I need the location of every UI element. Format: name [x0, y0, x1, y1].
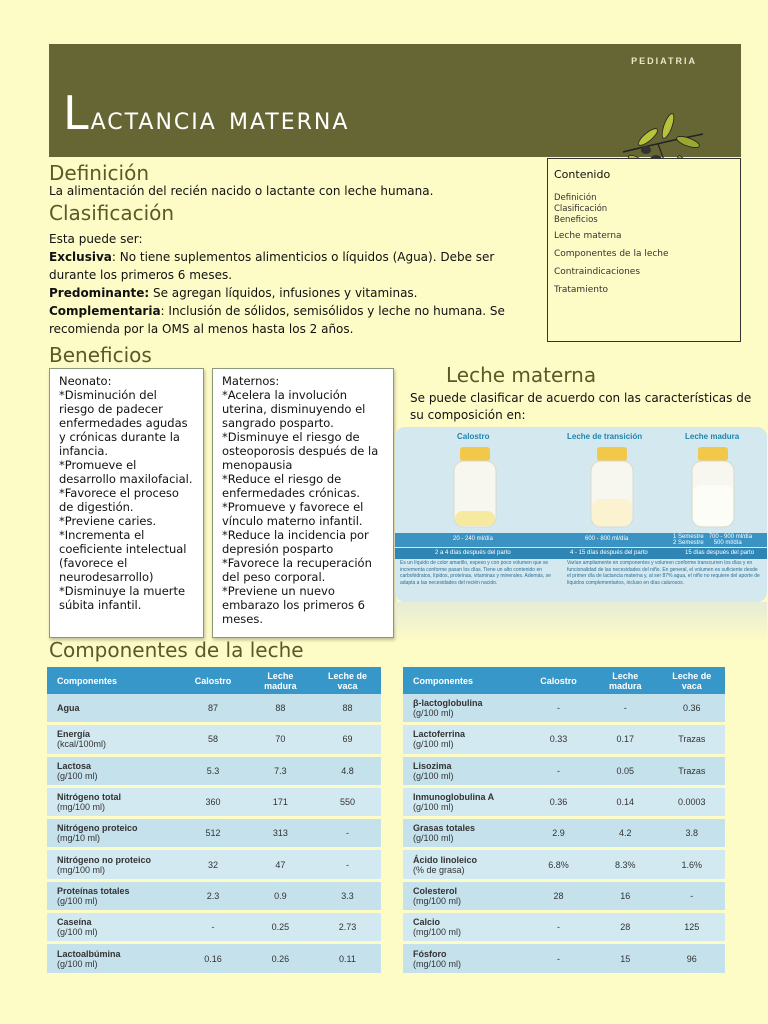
components-table-left [47, 667, 381, 976]
component-value: 6.8% [525, 849, 592, 880]
table-row [403, 694, 725, 724]
component-value: 0.36 [525, 786, 592, 817]
component-value: - [525, 755, 592, 786]
table-row [47, 849, 381, 880]
component-value: 0.05 [592, 755, 659, 786]
component-value: 0.36 [659, 694, 725, 724]
component-name: Fósforo (mg/100 ml) [403, 943, 525, 974]
component-value: 47 [247, 849, 314, 880]
component-value: 32 [179, 849, 246, 880]
component-value: - [179, 912, 246, 943]
table-row [47, 880, 381, 911]
contents-title: Contenido [554, 168, 611, 181]
transicion-desc: Varían ampliamente en componentes y volumen conforme transcurren los días y en funcionalidad de las necesidades del niño. En general, el volumen es suficiente desde el primer día de lactancia materna y, al ser 87% agua, el niño no requiere del aporte de líquidos complementarios, incluso en días calurosos. [567, 560, 760, 586]
time-band: 2 a 4 días después del parto 4 - 15 días después del parto 15 días después del parto [395, 548, 767, 559]
component-value: 2.73 [314, 912, 381, 943]
col-header: Calostro [179, 667, 246, 694]
component-value: Trazas [659, 724, 725, 755]
col-header: Componentes [403, 667, 525, 694]
component-value: 360 [179, 786, 246, 817]
leche-heading: Leche materna [446, 363, 597, 387]
component-value: 3.3 [314, 880, 381, 911]
toc-item[interactable]: Contraindicaciones [554, 267, 641, 277]
component-value: 5.3 [179, 755, 246, 786]
component-value: - [314, 818, 381, 849]
component-value: 15 [592, 943, 659, 974]
component-value: 16 [592, 880, 659, 911]
component-value: 125 [659, 912, 725, 943]
table-row [47, 912, 381, 943]
table-row [47, 818, 381, 849]
col-header: Leche de vaca [659, 667, 725, 694]
component-value: Trazas [659, 755, 725, 786]
table-row [47, 724, 381, 755]
component-name: Colesterol (mg/100 ml) [403, 880, 525, 911]
component-name: Caseína (g/100 ml) [47, 912, 179, 943]
component-value: 171 [247, 786, 314, 817]
components-table-right [403, 667, 725, 976]
component-name: Ácido linoleico (% de grasa) [403, 849, 525, 880]
table-row [47, 786, 381, 817]
component-name: Lisozima (g/100 ml) [403, 755, 525, 786]
component-value: 512 [179, 818, 246, 849]
component-value: 3.8 [659, 818, 725, 849]
neonato-box [49, 368, 204, 638]
component-value: 7.3 [247, 755, 314, 786]
component-value: 0.9 [247, 880, 314, 911]
maternos-box [212, 368, 394, 638]
component-value: 96 [659, 943, 725, 974]
component-value: 0.26 [247, 943, 314, 974]
toc-item[interactable]: Clasificación [554, 204, 608, 214]
component-value: 58 [179, 724, 246, 755]
component-value: 28 [592, 912, 659, 943]
table-row [403, 755, 725, 786]
component-value: - [592, 694, 659, 724]
maternos-text: Maternos: *Acelera la involución uterina, disminuyendo el sangrado posparto. *Disminuye el riesgo de osteoporosis después de la menopausia *Reduce el riesgo de enfermedades crónicas. *Promueve y favorece el vínculo materno infantil. *Reduce la incidencia por depresión posparto *Favorece la recuperación del peso corporal. *Previene un nuevo embarazo los primeros 6 meses. [222, 374, 379, 626]
table-row [403, 786, 725, 817]
component-value: 0.33 [525, 724, 592, 755]
type-name: Leche de transición [567, 432, 643, 441]
clasificacion-text: Esta puede ser: Exclusiva: No tiene suplementos alimenticios o líquidos (Agua). Debe ser durante los primeros 6 meses. Predominante: Se agregan líquidos, infusiones y vitaminas. Complementaria: Inclusión de sólidos, semisólidos y leche no humana. Se recomienda por la OMS al menos hasta los 2 años. [49, 232, 505, 336]
definicion-heading: Definición [49, 161, 149, 185]
component-value: 2.3 [179, 880, 246, 911]
page-title: Lactancia materna [63, 86, 350, 140]
component-value: - [659, 880, 725, 911]
contents-list [554, 193, 669, 298]
component-name: Lactoalbúmina (g/100 ml) [47, 943, 179, 974]
toc-item[interactable]: Tratamiento [554, 285, 608, 295]
component-value: - [525, 943, 592, 974]
table-row [403, 880, 725, 911]
component-value: 0.16 [179, 943, 246, 974]
col-header: Leche madura [592, 667, 659, 694]
component-value: 0.25 [247, 912, 314, 943]
component-value: 0.14 [592, 786, 659, 817]
contents-box [547, 158, 741, 342]
component-name: Nitrógeno total (mg/100 ml) [47, 786, 179, 817]
component-value: 0.0003 [659, 786, 725, 817]
type-name: Calostro [457, 432, 490, 441]
component-name: Inmunoglobulina A (g/100 ml) [403, 786, 525, 817]
type-name: Leche madura [685, 432, 740, 441]
component-value: 1.6% [659, 849, 725, 880]
component-value: 4.8 [314, 755, 381, 786]
table-row [47, 755, 381, 786]
component-value: 88 [314, 694, 381, 724]
calostro-desc: Es un líquido de color amarillo, espeso y con poco volumen que se incrementa conforme pasan los días. Tiene un alto contenido en carbohidratos, lípidos, proteínas, vitaminas y minerales. Además, se adapta a las necesidades del recién nacido. [400, 560, 551, 586]
component-value: 8.3% [592, 849, 659, 880]
toc-item[interactable]: Definición [554, 193, 597, 203]
component-name: Energía (kcal/100ml) [47, 724, 179, 755]
component-value: 2.9 [525, 818, 592, 849]
toc-item[interactable]: Beneficios [554, 215, 598, 225]
definicion-text: La alimentación del recién nacido o lactante con leche humana. [49, 184, 434, 198]
component-value: 550 [314, 786, 381, 817]
component-value: 87 [179, 694, 246, 724]
leche-intro: Se puede clasificar de acuerdo con las características de su composición en: [410, 391, 752, 422]
table-row [47, 943, 381, 974]
col-header: Leche madura [247, 667, 314, 694]
component-name: Proteínas totales (g/100 ml) [47, 880, 179, 911]
col-header: Componentes [47, 667, 179, 694]
toc-item[interactable]: Leche materna [554, 231, 622, 241]
component-name: Grasas totales (g/100 ml) [403, 818, 525, 849]
component-value: 70 [247, 724, 314, 755]
clasificacion-heading: Clasificación [49, 201, 175, 225]
table-row [403, 724, 725, 755]
component-value: 0.11 [314, 943, 381, 974]
table-row [403, 912, 725, 943]
component-value: 313 [247, 818, 314, 849]
component-value: - [525, 912, 592, 943]
beneficios-heading: Beneficios [49, 343, 152, 367]
component-name: Agua [47, 694, 179, 724]
neonato-text: Neonato: *Disminución del riesgo de padecer enfermedades agudas y crónicas durante la infancia. *Promueve el desarrollo maxilofacial. *Favorece el proceso de digestión. *Previene caries. *Incrementa el coeficiente intelectual (favorece el neurodesarrollo) *Disminuye la muerte súbita infantil. [59, 374, 193, 612]
table-row [47, 694, 381, 724]
transicion-bottle-icon [587, 445, 637, 530]
panel-reflection [395, 602, 767, 642]
component-name: Lactoferrina (g/100 ml) [403, 724, 525, 755]
component-name: β-lactoglobulina (g/100 ml) [403, 694, 525, 724]
component-value: 69 [314, 724, 381, 755]
componentes-heading: Componentes de la leche [49, 638, 304, 662]
calostro-bottle-icon [450, 445, 500, 530]
section-label: PEDIATRIA [631, 56, 697, 66]
component-value: 28 [525, 880, 592, 911]
component-value: - [314, 849, 381, 880]
component-name: Nitrógeno no proteico (mg/100 ml) [47, 849, 179, 880]
milk-types-panel [395, 427, 767, 602]
component-value: 4.2 [592, 818, 659, 849]
component-value: 0.17 [592, 724, 659, 755]
table-row [403, 849, 725, 880]
table-row [403, 943, 725, 974]
component-name: Lactosa (g/100 ml) [47, 755, 179, 786]
component-name: Calcio (mg/100 ml) [403, 912, 525, 943]
toc-item[interactable]: Componentes de la leche [554, 249, 669, 259]
component-value: 88 [247, 694, 314, 724]
col-header: Calostro [525, 667, 592, 694]
volume-band: 20 - 240 ml/día 600 - 800 ml/día 1 Semestre 700 - 900 ml/día 2 Semestre 500 ml/día [395, 533, 767, 547]
component-name: Nitrógeno proteico (mg/10 ml) [47, 818, 179, 849]
madura-bottle-icon [688, 445, 738, 530]
col-header: Leche de vaca [314, 667, 381, 694]
table-row [403, 818, 725, 849]
component-value: - [525, 694, 592, 724]
